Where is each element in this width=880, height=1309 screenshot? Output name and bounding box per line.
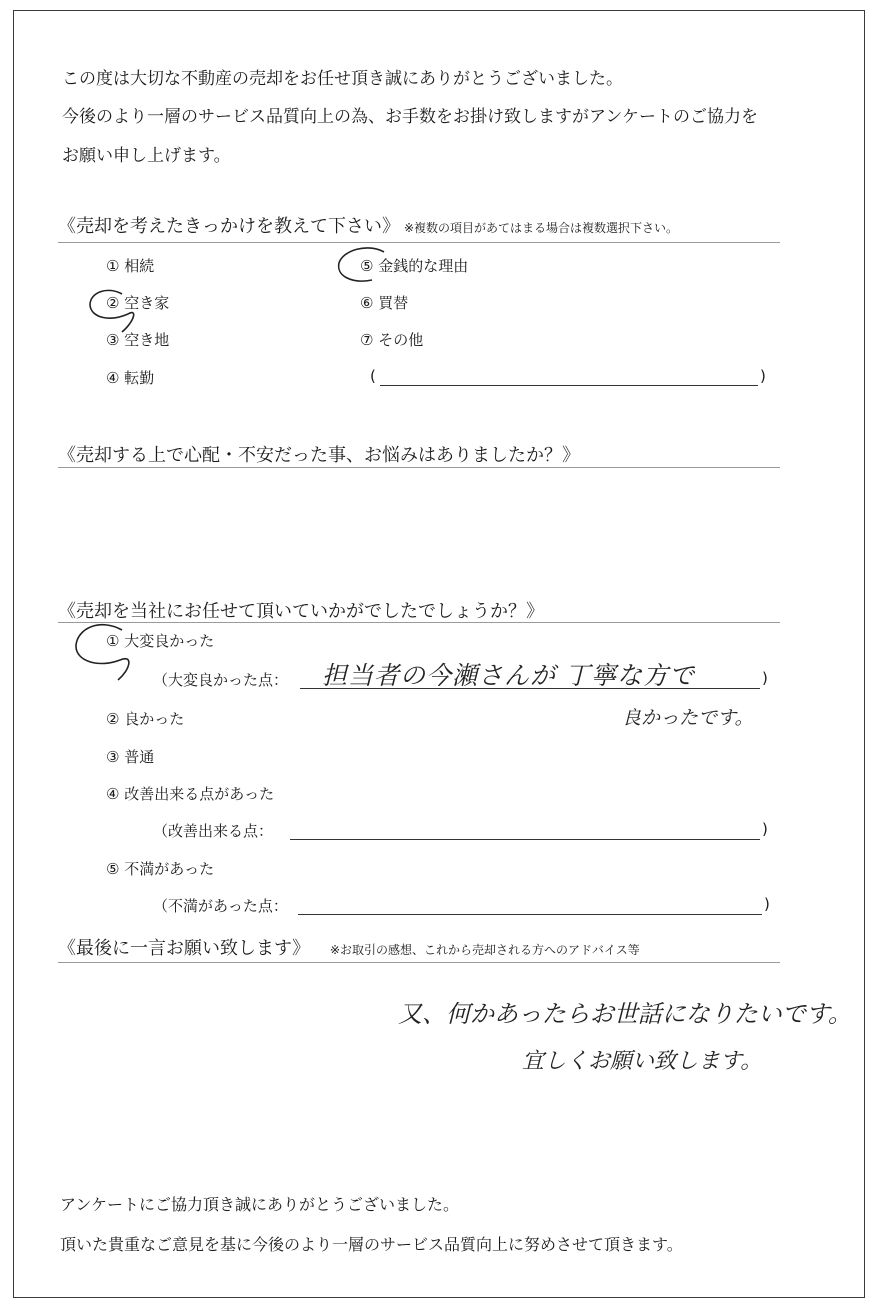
reason-option-1: ① 相続 [106, 257, 155, 275]
other-paren-close: ) [760, 367, 766, 385]
section2-title: 《売却する上で心配・不安だった事、お悩みはありましたか？》 [58, 445, 580, 466]
section1-divider [58, 242, 780, 243]
section2-divider [58, 467, 780, 468]
closing-line-1: アンケートにご協力頂き誠にありがとうございました。 [60, 1195, 460, 1214]
closing-line-2: 頂いた貴重なご意見を基に今後のより一層のサービス品質向上に努めさせて頂きます。 [60, 1235, 683, 1254]
section4-title: 《最後に一言お願い致します》 [58, 938, 310, 959]
rating-option-4-detail-label: （改善出来る点： [153, 822, 274, 840]
rating-option-1-detail-label: （大変良かった点： [153, 671, 289, 689]
reason-option-5: ⑤ 金銭的な理由 [360, 257, 469, 275]
reason-option-7: ⑦ その他 [360, 331, 424, 349]
section3-title: 《売却を当社にお任せて頂いていかがでしたでしょうか？》 [58, 601, 544, 622]
other-paren-open: ( [370, 367, 376, 385]
rating-option-1-handwritten-answer-line-2: 良かったです。 [622, 707, 754, 729]
rating-option-2: ② 良かった [106, 710, 185, 728]
section4-note: ※お取引の感想、これから売却される方へのアドバイス等 [330, 943, 640, 957]
final-comment-handwritten-line-2: 宜しくお願い致します。 [522, 1049, 763, 1074]
rating-option-4-answer-line [290, 839, 760, 840]
rating-option-3: ③ 普通 [106, 748, 155, 766]
intro-line-1: この度は大切な不動産の売却をお任せ頂き誠にありがとうございました。 [62, 69, 623, 89]
section1-note: ※複数の項目があてはまる場合は複数選択下さい。 [404, 221, 679, 235]
section1-title: 《売却を考えたきっかけを教えて下さい》 [58, 216, 400, 237]
rating-option-5-paren-close: ) [764, 895, 770, 913]
rating-option-5-answer-line [298, 914, 762, 915]
form-border [13, 10, 865, 1298]
reason-option-2: ② 空き家 [106, 294, 170, 312]
intro-line-3: お願い申し上げます。 [62, 146, 231, 166]
reason-option-4: ④ 転勤 [106, 369, 155, 387]
other-answer-line [380, 385, 758, 386]
rating-option-4: ④ 改善出来る点があった [106, 785, 275, 803]
reason-option-3: ③ 空き地 [106, 331, 170, 349]
section4-divider [58, 962, 780, 963]
rating-option-5-detail-label: （不満があった点： [153, 897, 288, 915]
rating-option-1: ① 大変良かった [106, 632, 215, 650]
intro-line-2: 今後のより一層のサービス品質向上の為、お手数をお掛け致しますがアンケートのご協力を [62, 107, 758, 127]
section3-divider [58, 622, 780, 623]
rating-option-1-handwritten-answer-line-1: 担当者の今瀬さんが 丁寧な方で [322, 661, 695, 690]
rating-option-4-paren-close: ) [762, 820, 768, 838]
reason-option-6: ⑥ 買替 [360, 294, 409, 312]
final-comment-handwritten-line-1: 又、何かあったらお世話になりたいです。 [398, 1000, 852, 1028]
rating-option-5: ⑤ 不満があった [106, 860, 215, 878]
rating-option-1-paren-close: ) [762, 669, 768, 687]
